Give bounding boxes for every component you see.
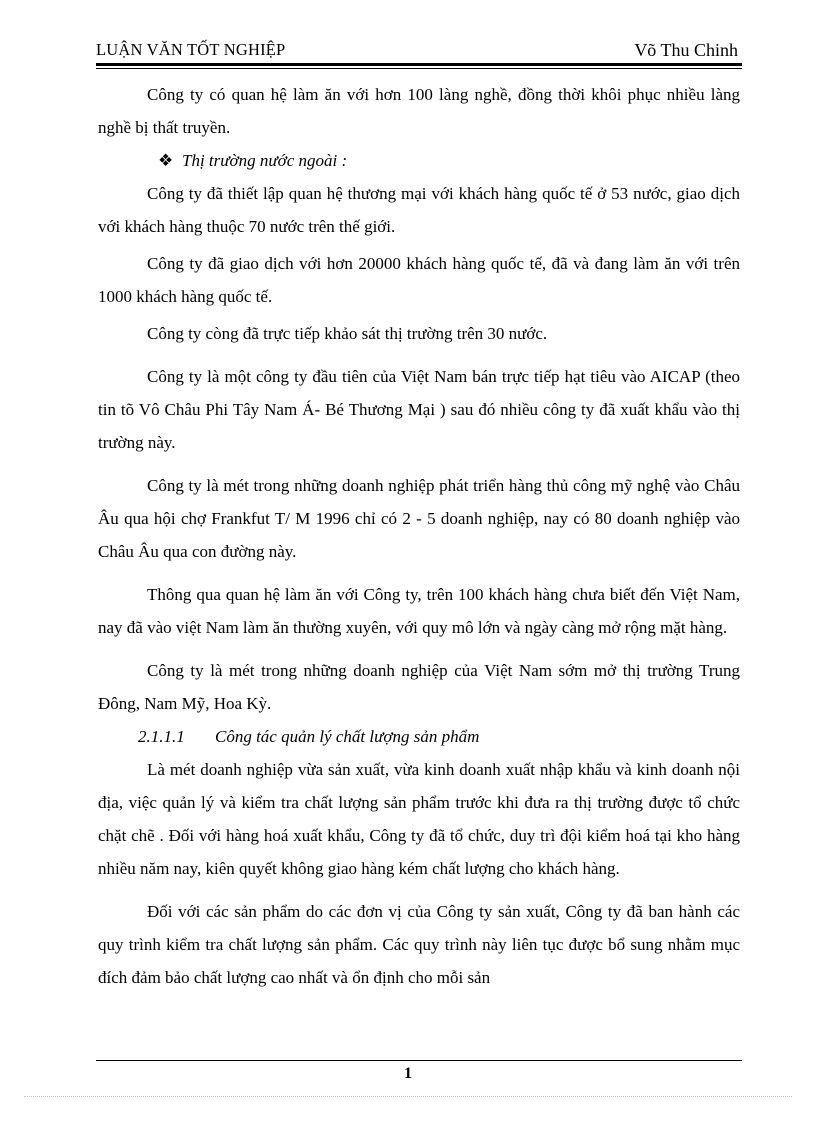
paragraph: Thông qua quan hệ làm ăn với Công ty, trên 100 khách hàng chưa biết đến Việt Nam, nay đã vào việt Nam làm ăn thường xuyên, với quy mô lớn và ngày càng mở rộng mặt hàng. bbox=[98, 585, 740, 637]
paragraph: Công ty là một công ty đầu tiên của Việt Nam bán trực tiếp hạt tiêu vào AICAP (theo tin tõ Vô Châu Phi Tây Nam Á- Bé Thương Mại ) sau đó nhiều công ty đã xuất khẩu vào thị trường này. bbox=[98, 367, 740, 452]
page-edge-dotted bbox=[24, 1096, 792, 1097]
header-author: Võ Thu Chinh bbox=[634, 40, 738, 60]
section-title: Công tác quản lý chất lượng sản phẩm bbox=[215, 727, 480, 746]
bullet-heading-text: Thị trường nước ngoài : bbox=[182, 151, 348, 170]
section-number: 2.1.1.1 bbox=[138, 727, 185, 746]
paragraph: Là mét doanh nghiệp vừa sản xuất, vừa kinh doanh xuất nhập khẩu và kinh doanh nội địa, việc quản lý và kiểm tra chất lượng sản phẩm trước khi đưa ra thị trường được tổ chức chặt chẽ . Đối với hàng hoá xuất khẩu, Công ty đã tổ chức, duy trì đội kiểm hoá tại kho hàng nhiều năm nay, kiên quyết không giao hàng kém chất lượng cho khách hàng. bbox=[98, 760, 740, 878]
paragraph: Công ty là mét trong những doanh nghiệp của Việt Nam sớm mở thị trường Trung Đông, Nam Mỹ, Hoa Kỳ. bbox=[98, 661, 740, 713]
page-number: 1 bbox=[404, 1065, 412, 1082]
paragraph: Công ty đã giao dịch với hơn 20000 khách hàng quốc tế, đã và đang làm ăn với trên 1000 khách hàng quốc tế. bbox=[98, 254, 740, 306]
section-heading bbox=[98, 720, 740, 753]
header-rule-thin bbox=[96, 68, 742, 69]
paragraph: Công ty còng đã trực tiếp khảo sát thị trường trên 30 nước. bbox=[147, 324, 548, 343]
paragraph: Đối với các sản phẩm do các đơn vị của Công ty sản xuất, Công ty đã ban hành các quy trình kiểm tra chất lượng sản phẩm. Các quy trình này liên tục được bổ sung nhằm mục đích đảm bảo chất lượng cao nhất và ổn định cho mỗi sản bbox=[98, 902, 740, 987]
bullet-heading bbox=[98, 144, 740, 177]
footer-rule bbox=[96, 1060, 742, 1061]
document-body bbox=[98, 78, 740, 994]
header-thesis-title: LUẬN VĂN TỐT NGHIỆP bbox=[96, 40, 286, 59]
paragraph: Công ty đã thiết lập quan hệ thương mại với khách hàng quốc tế ở 53 nước, giao dịch với khách hàng thuộc 70 nước trên thế giới. bbox=[98, 184, 740, 236]
paragraph: Công ty có quan hệ làm ăn với hơn 100 làng nghề, đồng thời khôi phục nhiều làng nghề bị thất truyền. bbox=[98, 85, 740, 137]
header-rule-thick bbox=[96, 63, 742, 66]
diamond-bullet-icon: ❖ bbox=[158, 151, 174, 170]
paragraph: Công ty là mét trong những doanh nghiệp phát triển hàng thủ công mỹ nghệ vào Châu Âu qua hội chợ Frankfut T/ M 1996 chỉ có 2 - 5 doanh nghiệp, nay có 80 doanh nghiệp vào Châu Âu qua con đường này. bbox=[98, 476, 740, 561]
page-header bbox=[96, 38, 742, 60]
